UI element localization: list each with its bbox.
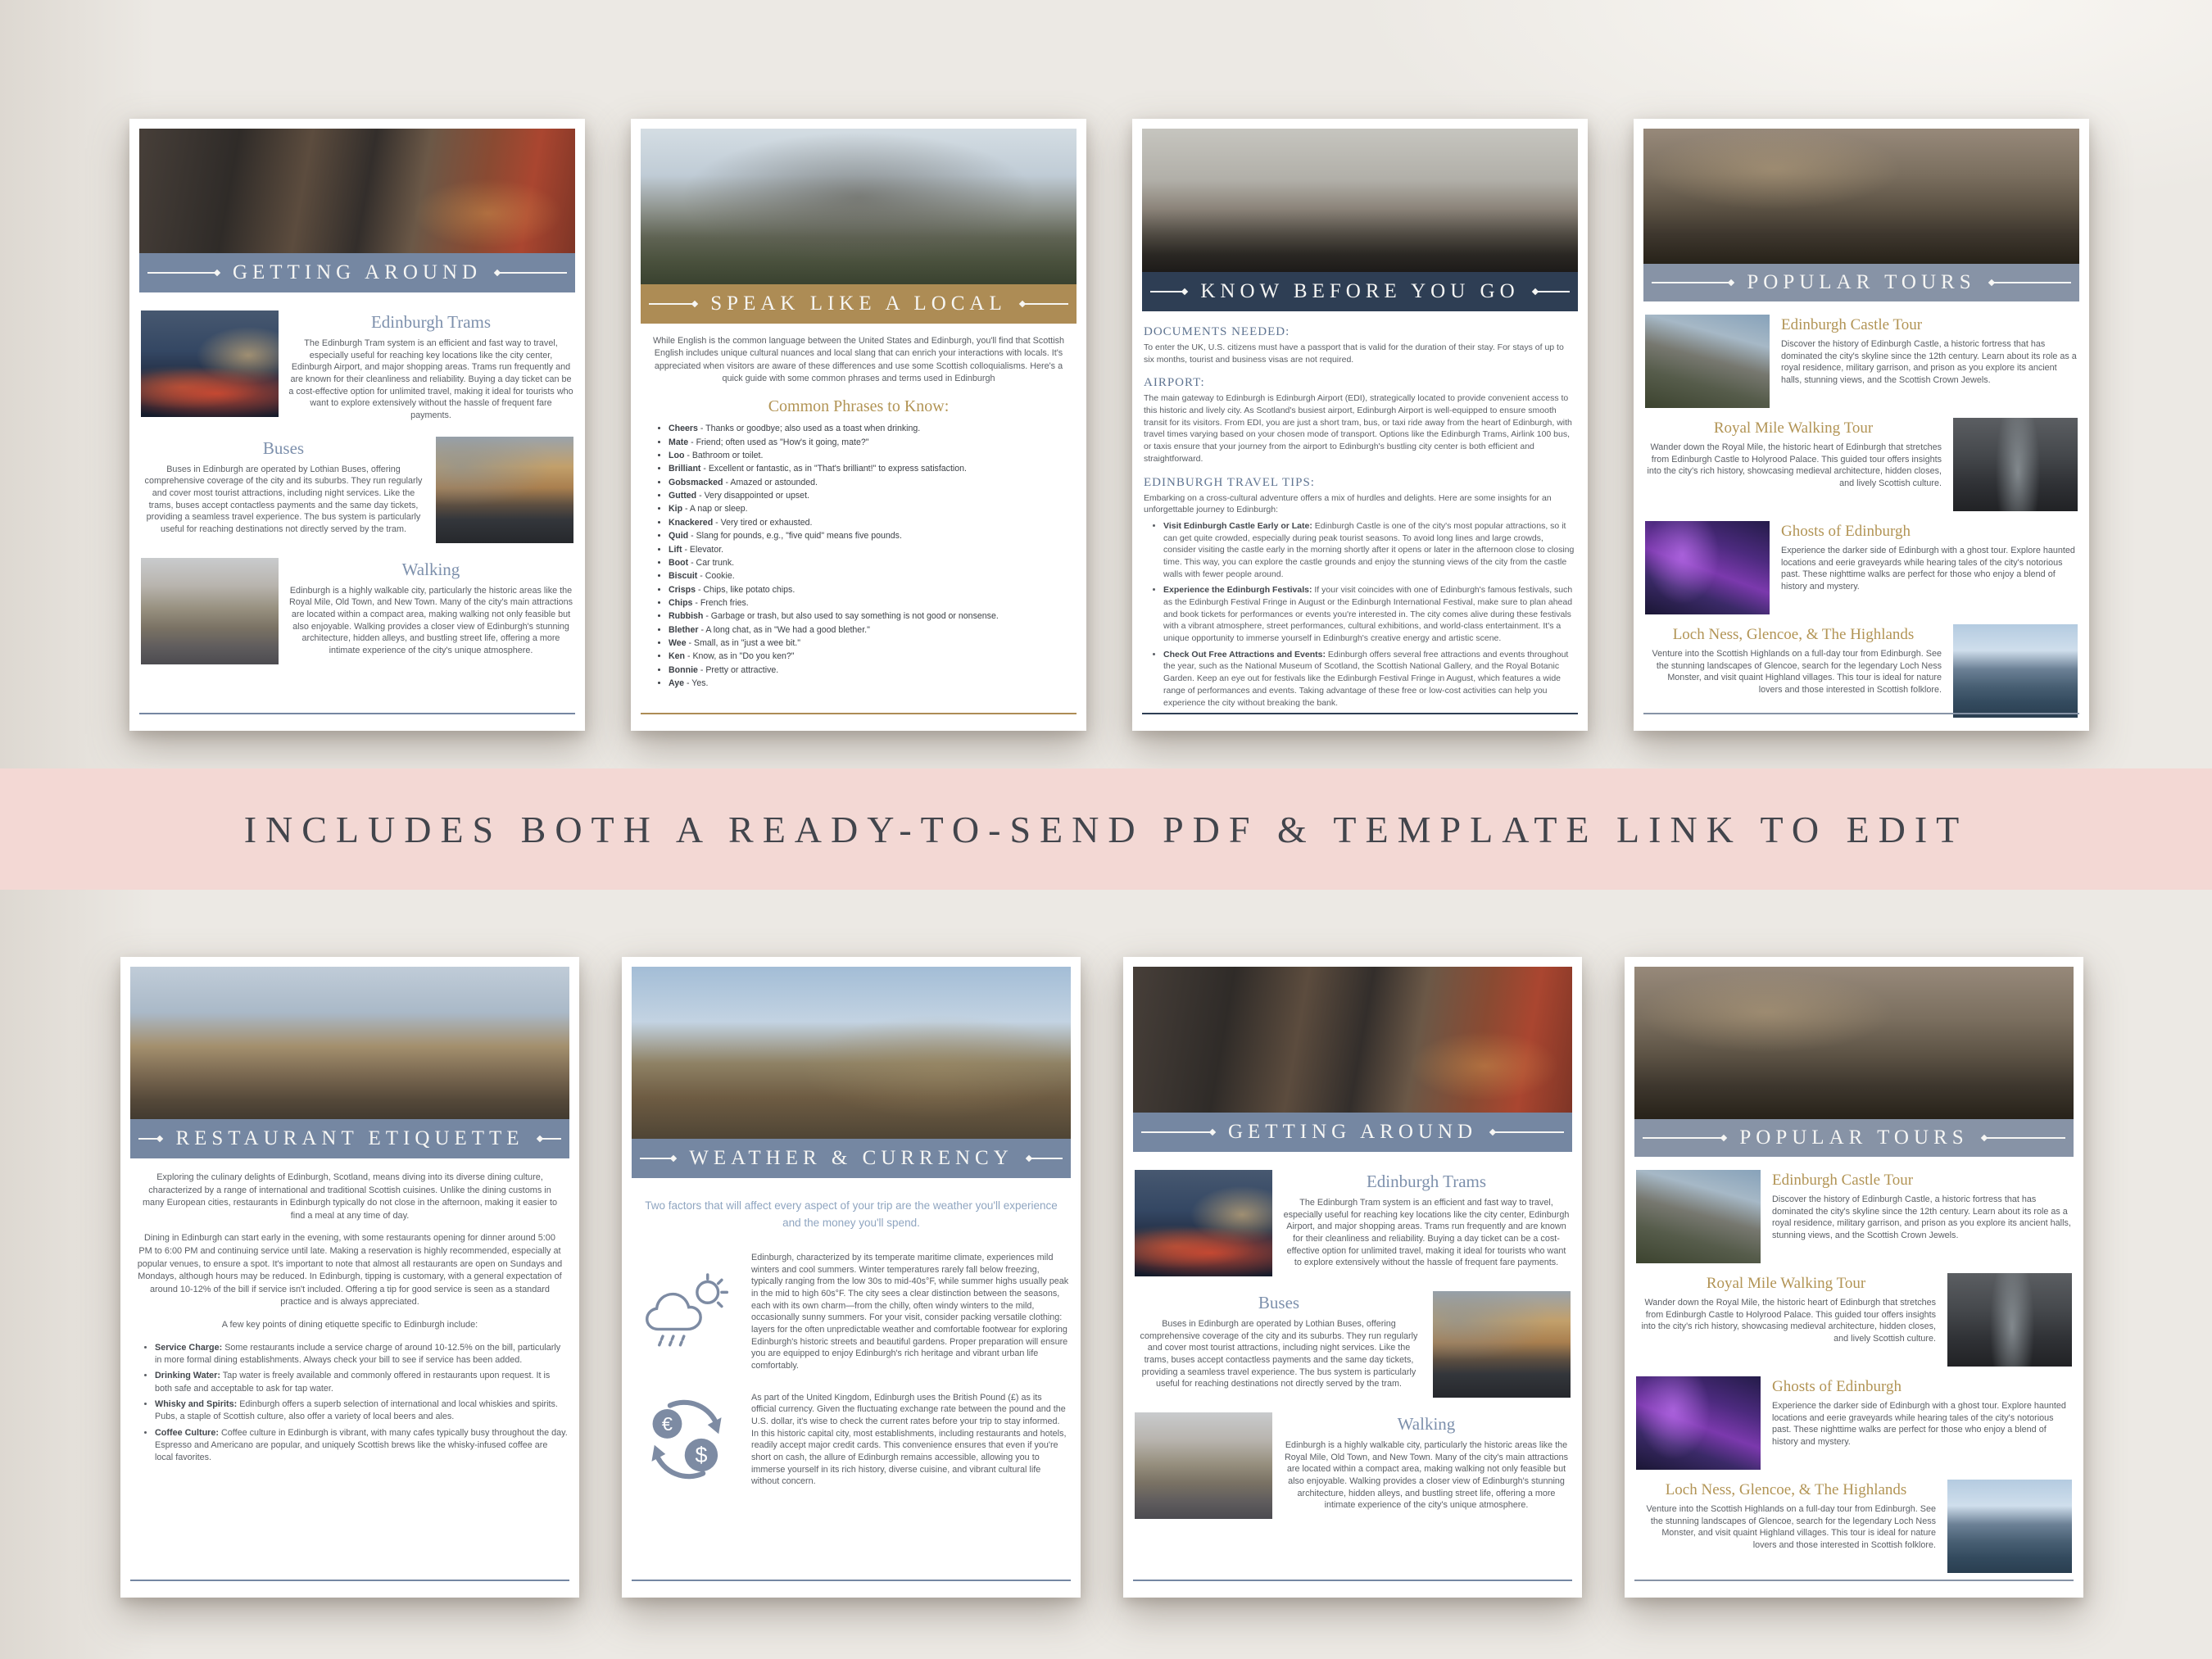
phrase-term: Knackered: [669, 517, 714, 528]
phrase-def: - Car trunk.: [691, 557, 735, 568]
popular-tours-title-band: [1634, 1119, 2074, 1157]
footer-rule: [130, 1580, 569, 1581]
phrase-def: - Bathroom or toilet.: [687, 451, 764, 461]
title-arrow-left-icon: [1141, 1130, 1215, 1135]
walking-section: [1135, 1412, 1571, 1519]
phrase-def: - Excellent or fantastic, as in "That's brilliant!" to express satisfaction.: [703, 464, 967, 474]
ghosts-body: Experience the darker side of Edinburgh with a ghost tour. Explore haunted locations and eerie graveyards while hearing tales of the city's notorious past. These nighttime walks are perfect for those who enjoy a blend of history and mystery.: [1781, 546, 2075, 592]
etiquette-item: [155, 1342, 568, 1367]
travel-tip-item: [1163, 584, 1576, 644]
phrase-def: - Very disappointed or upset.: [699, 491, 809, 501]
airport-body: The main gateway to Edinburgh is Edinburgh Airport (EDI), strategically located to provide convenient access to this historic and lively city. As Scotland's busiest airport, Edinburgh Airport is well-equipped to ensure smooth transit for its visitors. From EDI, you are just a short tram, bus, or taxi ride away from the heart of Edinburgh, with travel times varying based on your chosen mode of transport. Options like the Edinburgh Trams, Airlink 100 bus, or taxis ensure that your journey from the airport to Edinburgh's bustling city center is both efficient and straightforward.: [1144, 393, 1572, 464]
page-know-before-you-go: [1132, 119, 1588, 731]
page-title: SPEAK LIKE A LOCAL: [710, 292, 1007, 315]
royal-mile-section: [1636, 1273, 2072, 1367]
ghost-tour-photo: [1636, 1376, 1761, 1470]
trams-heading: Edinburgh Trams: [1366, 1172, 1487, 1191]
phrase-item: [669, 678, 1075, 690]
royal-mile-heading: Royal Mile Walking Tour: [1713, 419, 1874, 437]
tram-photo: [141, 310, 279, 417]
speak-local-intro: While English is the common language between the United States and Edinburgh, you'll find that Scottish English includes unique cultural nuances and local slang that can enrich your interactions with locals. It's appreciated when visitors are aware of these differences and use some Scottish colloquialisms. Here's a quick guide with some common phrases and terms used in Edinburgh: [652, 336, 1065, 383]
phrases-heading: Common Phrases to Know:: [768, 397, 950, 416]
phrase-item: [669, 597, 1075, 610]
weather-subtitle: Two factors that will affect every aspect of your trip are the weather you'll experience and the money you'll spend.: [645, 1199, 1058, 1229]
castle-tour-photo: [1636, 1170, 1761, 1263]
ghosts-heading: Ghosts of Edinburgh: [1781, 523, 1911, 540]
bottom-row: [120, 957, 2083, 1598]
castle-tour-heading: Edinburgh Castle Tour: [1772, 1172, 1914, 1189]
page-weather-currency: [622, 957, 1081, 1598]
trams-section: [1135, 1170, 1571, 1276]
page-title: WEATHER & CURRENCY: [689, 1147, 1013, 1169]
svg-text:$: $: [695, 1443, 708, 1468]
tip-body: Edinburgh offers several free attractions and events throughout the year, such as the National Museum of Scotland, the Scottish National Gallery, and the Royal Botanic Garden. Keep an eye out for festivals like the Edinburgh Festival Fringe in August, which features a wide range of performances and events. Taking advantage of these free or low-cost activities can help you experience the city without breaking the bank.: [1163, 649, 1569, 708]
etiquette-item: [155, 1427, 568, 1465]
title-arrow-left-icon: [640, 1156, 676, 1161]
dusk-skyline-photo: [1643, 129, 2079, 264]
title-arrow-right-icon: [537, 1136, 561, 1141]
getting-around-title-band: [1133, 1113, 1572, 1152]
popular-tours-content: [1643, 301, 2079, 721]
title-arrow-right-icon: [1989, 280, 2071, 285]
phrase-item: [669, 664, 1075, 677]
ghost-tour-photo: [1645, 521, 1770, 614]
phrase-item: [669, 463, 1075, 475]
phrase-def: - Slang for pounds, e.g., "five quid" means five pounds.: [691, 531, 902, 542]
buses-section: [1135, 1291, 1571, 1398]
buses-body: Buses in Edinburgh are operated by Lothian Buses, offering comprehensive coverage of the city and its suburbs. They run regularly and cover most tourist attractions, including night services. Like the trams, buses accept contactless payments and the same day tickets, providing a seamless travel experience. The bus system is particularly useful for reaching destinations not directly served by the tram.: [1140, 1319, 1418, 1389]
walking-section: [141, 558, 573, 664]
phrase-item: [669, 437, 1075, 449]
dusk-skyline-photo: [1634, 967, 2074, 1119]
footer-rule: [1643, 713, 2079, 714]
edinburgh-castle-photo: [641, 129, 1077, 284]
page-title: GETTING AROUND: [1227, 1121, 1478, 1143]
phrase-item: [669, 490, 1075, 502]
title-arrow-left-icon: [1150, 289, 1187, 294]
phrase-def: - Chips, like potato chips.: [697, 584, 796, 595]
page-title: KNOW BEFORE YOU GO: [1200, 280, 1520, 302]
walking-heading: Walking: [1397, 1414, 1456, 1434]
page-getting-around-copy: [1123, 957, 1582, 1598]
speak-local-title-band: [641, 284, 1077, 324]
phrase-def: - Know, as in "Do you ken?": [687, 651, 795, 662]
arthurs-seat-photo: [632, 967, 1071, 1139]
victoria-street-photo: [1133, 967, 1572, 1113]
edinburgh-skyline-photo: [1142, 129, 1578, 272]
castle-tour-photo: [1645, 315, 1770, 408]
page-title: RESTAURANT ETIQUETTE: [175, 1127, 524, 1149]
title-arrow-right-icon: [495, 270, 567, 275]
phrase-item: [669, 637, 1075, 650]
page-title: POPULAR TOURS: [1747, 271, 1976, 293]
tip-body: If your visit coincides with one of Edinburgh's famous festivals, such as the Edinburgh Festival Fringe in August or the Edinburgh International Festival, make sure to plan ahead and book tickets for performances or events you're interested in. The city comes alive during these festivals with a vibrant atmosphere, street performances, cultural exhibitions, and world-class entertainment. It's a unique opportunity to immerse yourself in Edinburgh's creative energy and artistic scene.: [1163, 585, 1573, 644]
weather-content: [632, 1178, 1071, 1588]
page-title: GETTING AROUND: [232, 261, 483, 283]
phrase-term: Gobsmacked: [669, 477, 723, 487]
castle-tour-body: Discover the history of Edinburgh Castle, a historic fortress that has dominated the city's skyline since the 12th century. Learn about its role as a royal residence, military garrison, and prison as you explore its ancient halls, stunning views, and the Scottish Crown Jewels.: [1781, 339, 2077, 386]
phrase-def: - Pretty or attractive.: [700, 664, 779, 675]
page-popular-tours-copy: [1625, 957, 2083, 1598]
castle-tour-heading: Edinburgh Castle Tour: [1781, 316, 1923, 333]
phrase-def: - A long chat, as in "We had a good blether.": [700, 624, 870, 635]
phrase-term: Lift: [669, 544, 682, 555]
phrase-term: Loo: [669, 451, 685, 461]
tram-photo: [1135, 1170, 1272, 1276]
ghosts-heading: Ghosts of Edinburgh: [1772, 1378, 1902, 1395]
phrase-item: [669, 557, 1075, 569]
etiquette-label: Drinking Water:: [155, 1371, 220, 1381]
loch-ness-heading: Loch Ness, Glencoe, & The Highlands: [1665, 1481, 1907, 1498]
phrase-item: [669, 450, 1075, 462]
page-title: POPULAR TOURS: [1739, 1126, 1969, 1149]
title-arrow-right-icon: [1027, 1156, 1063, 1161]
know-before-title-band: [1142, 272, 1578, 311]
dining-intro-paragraph: Exploring the culinary delights of Edinburgh, Scotland, means diving into its diverse dining culture, characterized by a range of international and traditional Scottish cuisines. Unlike the dining customs in many European cities, restaurants in Edinburgh typically do not close in the afternoon, making it easier to find a meal at any time of day.: [142, 1172, 558, 1221]
phrase-def: - Elevator.: [684, 544, 724, 555]
loch-ness-section: [1645, 624, 2078, 718]
documents-heading: DOCUMENTS NEEDED:: [1144, 325, 1290, 338]
phrase-item: [669, 650, 1075, 663]
documents-body: To enter the UK, U.S. citizens must have a passport that is valid for the duration of their stay. For stays of up to six months, tourist and business visas are not required.: [1144, 342, 1564, 365]
etiquette-body: Edinburgh offers a superb selection of international and local whiskies and spirits. Pubs, a staple of Scottish culture, also offer a variety of local beers and ales.: [155, 1398, 558, 1422]
etiquette-label: Whisky and Spirits:: [155, 1398, 238, 1409]
getting-around-content: [139, 292, 575, 721]
currency-body: As part of the United Kingdom, Edinburgh uses the British Pound (£) as its official currency. Given the fluctuating exchange rate between the pound and the U.S. dollar, it's wise to check the current rates before your trip to stay informed. In this historic capital city, most establishments, including restaurants and hotels, readily accept major credit cards. This convenience ensures that even if you're short on cash, the allure of Edinburgh remains accessible, allowing you to immerse yourself in its rich history, diverse cuisine, and vibrant cultural life without concern.: [751, 1392, 1067, 1487]
bus-photo: [1433, 1291, 1571, 1398]
phrase-term: Gutted: [669, 491, 697, 501]
etiquette-list: [132, 1342, 568, 1465]
tip-label: Experience the Edinburgh Festivals:: [1163, 585, 1312, 596]
phrase-term: Rubbish: [669, 611, 704, 622]
title-arrow-right-icon: [1533, 289, 1570, 294]
phrase-term: Biscuit: [669, 571, 698, 582]
footer-rule: [1142, 713, 1578, 714]
rain-cloud-sun-icon: [633, 1267, 740, 1356]
travel-tips-intro: Embarking on a cross-cultural adventure offers a mix of hurdles and delights. Here are some insights for an unforgettable journey to Edinburgh:: [1144, 492, 1552, 515]
phrase-term: Ken: [669, 651, 686, 662]
weather-title-band: [632, 1139, 1071, 1178]
ghosts-body: Experience the darker side of Edinburgh with a ghost tour. Explore haunted locations and eerie graveyards while hearing tales of the city's notorious past. These nighttime walks are perfect for those who enjoy a blend of history and mystery.: [1772, 1401, 2066, 1448]
footer-rule: [1634, 1580, 2074, 1581]
footer-rule: [641, 713, 1077, 714]
etiquette-body: Coffee culture in Edinburgh is vibrant, with many cafes typically busy throughout the day. Espresso and Americano are popular, and uniquely Scottish brews like the whisky-infused coffee are local favorites.: [155, 1427, 568, 1463]
phrase-def: - Thanks or goodbye; also used as a toast when drinking.: [700, 424, 921, 434]
know-before-content: [1142, 311, 1578, 721]
getting-around-content: [1133, 1152, 1572, 1588]
castle-tour-body: Discover the history of Edinburgh Castle, a historic fortress that has dominated the city's skyline since the 12th century. Learn about its role as a royal residence, military garrison, and prison as you explore its ancient halls, stunning views, and the Scottish Crown Jewels.: [1772, 1194, 2071, 1241]
phrase-item: [669, 503, 1075, 515]
trams-body: The Edinburgh Tram system is an efficient and fast way to travel, especially useful for reaching key locations like the city center, Edinburgh Airport, and major shopping areas. Trams run frequently and are known for their cleanliness and reliability. Buying a day ticket can be a cost-effective option for unlimited travel, making it ideal for tourists who want to explore extensively without the hassle of frequent fare payments.: [1283, 1198, 1570, 1268]
walking-body: Edinburgh is a highly walkable city, particularly the historic areas like the Royal Mile, Old Town, and New Town. Many of the city's main attractions are located within a compact area, making walking not only feasible but also enjoyable. Walking provides a closer view of Edinburgh's stunning architecture, hidden alleys, and bustling street life, offering a more intimate experience of the city's unique atmosphere.: [288, 585, 573, 656]
phrase-term: Blether: [669, 624, 699, 635]
loch-ness-section: [1636, 1480, 2072, 1573]
walking-body: Edinburgh is a highly walkable city, particularly the historic areas like the Royal Mile, Old Town, and New Town. Many of the city's main attractions are located within a compact area, making walking not only feasible but also enjoyable. Walking provides a closer view of Edinburgh's stunning architecture, hidden alleys, and bustling street life, offering a more intimate experience of the city's unique atmosphere.: [1284, 1440, 1569, 1511]
currency-exchange-icon: [633, 1394, 740, 1485]
phrase-term: Cheers: [669, 424, 698, 434]
page-getting-around: [129, 119, 585, 731]
dining-hours-paragraph: Dining in Edinburgh can start early in the evening, with some restaurants opening for dinner around 5:00 PM to 6:00 PM and continuing service until late. Making a reservation is highly recommended, especially at popular venues, to ensure a spot. It's important to note that almost all restaurants are open on Sundays and Mondays, although hours may be reduced. In Edinburgh, tipping is customary, with a general expectation of around 10-12% of the bill if service isn't included. Offering a tip for good service is seen as a standard practice and is always appreciated.: [137, 1233, 563, 1308]
footer-rule: [139, 713, 575, 714]
etiquette-lead-paragraph: A few key points of dining etiquette specific to Edinburgh include:: [221, 1319, 478, 1330]
title-arrow-left-icon: [138, 1136, 162, 1141]
promo-banner: [0, 768, 2212, 890]
phrases-list: [642, 423, 1075, 690]
etiquette-item: [155, 1398, 568, 1424]
title-arrow-left-icon: [1652, 280, 1734, 285]
ghosts-section: [1636, 1376, 2072, 1470]
phrase-def: - Yes.: [687, 678, 709, 689]
etiquette-body: Tap water is freely available and commonly offered in restaurants upon request. It is both safe and acceptable to ask for tap water.: [155, 1371, 551, 1394]
weather-body: Edinburgh, characterized by its temperate maritime climate, experiences mild winters and cool summers. Winter temperatures rarely fall below freezing, typically ranging from the low 30s to mid-40s°F, while summer highs usually peak in the mid to high 60s°F. The city sees a clear distinction between the seasons, each with its own charm—from the chilly, often windy winters to the mild, occasionally sunny summers. For your visit, consider packing versatile clothing: layers for the often unpredictable weather and comfortable footwear for exploring Edinburgh's historic streets and beautiful gardens. Proper preparation will ensure you are equipped to enjoy Edinburgh's rich heritage and vibrant urban life comfortably.: [751, 1252, 1069, 1371]
title-arrow-right-icon: [1490, 1130, 1564, 1135]
title-arrow-left-icon: [1643, 1135, 1726, 1140]
loch-ness-photo: [1953, 624, 2078, 718]
buses-heading: Buses: [1258, 1293, 1300, 1312]
loch-ness-heading: Loch Ness, Glencoe, & The Highlands: [1672, 626, 1915, 643]
walking-photo: [1135, 1412, 1272, 1519]
promo-banner-text: INCLUDES BOTH A READY-TO-SEND PDF & TEMPLATE LINK TO EDIT: [243, 808, 1969, 850]
phrase-def: - Very tired or exhausted.: [715, 517, 813, 528]
phrase-item: [669, 530, 1075, 542]
walking-photo: [141, 558, 279, 664]
phrase-def: - Garbage or trash, but also used to say something is not good or nonsense.: [705, 611, 999, 622]
royal-mile-photo: [1947, 1273, 2072, 1367]
phrase-term: Chips: [669, 597, 693, 608]
royal-mile-heading: Royal Mile Walking Tour: [1706, 1275, 1866, 1292]
title-arrow-left-icon: [147, 270, 220, 275]
phrase-item: [669, 477, 1075, 489]
royal-mile-section: [1645, 418, 2078, 511]
etiquette-body: Some restaurants include a service charge of around 10-12.5% on the bill, particularly in more formal dining establishments. Always check your bill to see if service has been added.: [155, 1342, 561, 1365]
trams-body: The Edinburgh Tram system is an efficient and fast way to travel, especially useful for reaching key locations like the city center, Edinburgh Airport, and major shopping areas. Trams run frequently and are known for their cleanliness and reliability. Buying a day ticket can be a cost-effective option for unlimited travel, making it ideal for tourists who want to explore extensively without the hassle of frequent fare payments.: [288, 338, 573, 421]
tip-label: Check Out Free Attractions and Events:: [1163, 649, 1326, 660]
phrase-item: [669, 570, 1075, 582]
royal-mile-body: Wander down the Royal Mile, the historic heart of Edinburgh that stretches from Edinburgh Castle to Holyrood Palace. This guided tour offers insights into the city's rich history, showcasing medieval architecture, hidden closes, and lively Scottish culture.: [1641, 1298, 1936, 1344]
walking-heading: Walking: [401, 559, 460, 579]
buses-body: Buses in Edinburgh are operated by Lothian Buses, offering comprehensive coverage of the city and its suburbs. They run regularly and cover most tourist attractions, including night services. Like the trams, buses accept contactless payments and the same day tickets, providing a seamless travel experience. The bus system is particularly useful for reaching destinations not directly served by the tram.: [144, 464, 423, 535]
buses-section: [141, 437, 573, 543]
top-row: [129, 119, 2089, 731]
restaurant-content: [130, 1158, 569, 1588]
etiquette-item: [155, 1370, 568, 1395]
castle-tour-section: [1645, 315, 2078, 408]
footer-rule: [1133, 1580, 1572, 1581]
royal-mile-body: Wander down the Royal Mile, the historic heart of Edinburgh that stretches from Edinburgh Castle to Holyrood Palace. This guided tour offers insights into the city's rich history, showcasing medieval architecture, hidden closes, and lively Scottish culture.: [1647, 442, 1942, 489]
title-arrow-left-icon: [649, 301, 697, 306]
page-restaurant-etiquette: [120, 957, 579, 1598]
etiquette-label: Service Charge:: [155, 1342, 223, 1353]
travel-tips-heading: EDINBURGH TRAVEL TIPS:: [1144, 475, 1315, 489]
tip-body: Edinburgh Castle is one of the city's most popular attractions, so it can get quite crowded, especially during peak tourist seasons. To avoid long lines and large crowds, consider visiting the castle early in the morning shortly after it opens or later in the afternoon close to closing time. This way, you can explore the castle grounds and enjoy the stunning views of the city from the castle walls with fewer people around.: [1163, 520, 1575, 579]
title-arrow-right-icon: [1020, 301, 1068, 306]
victoria-street-photo: [139, 129, 575, 253]
phrase-term: Mate: [669, 437, 689, 447]
phrase-item: [669, 624, 1075, 637]
phrase-term: Aye: [669, 678, 685, 689]
page-speak-like-a-local: [631, 119, 1086, 731]
travel-tips-list: [1144, 520, 1576, 709]
phrase-item: [669, 584, 1075, 596]
etiquette-label: Coffee Culture:: [155, 1427, 219, 1438]
phrase-item: [669, 544, 1075, 556]
weather-section: [633, 1252, 1069, 1372]
airport-heading: AIRPORT:: [1144, 376, 1205, 390]
phrase-def: - A nap or sleep.: [685, 504, 748, 514]
title-arrow-right-icon: [1982, 1135, 2065, 1140]
footer-rule: [632, 1580, 1071, 1581]
phrase-term: Kip: [669, 504, 683, 514]
phrase-term: Brilliant: [669, 464, 701, 474]
phrase-term: Quid: [669, 531, 689, 542]
phrase-term: Bonnie: [669, 664, 698, 675]
city-street-panorama-photo: [130, 967, 569, 1119]
trams-section: [141, 310, 573, 422]
phrase-term: Wee: [669, 638, 687, 649]
phrase-item: [669, 423, 1075, 435]
loch-ness-body: Venture into the Scottish Highlands on a full-day tour from Edinburgh. See the stunning landscapes of Glencoe, search for the legendary Loch Ness Monster, and visit quaint Highland villages. This tour is ideal for nature lovers and those interested in Scottish folklore.: [1652, 649, 1942, 696]
travel-tip-item: [1163, 520, 1576, 580]
phrase-def: - Cookie.: [700, 571, 735, 582]
popular-tours-title-band: [1643, 264, 2079, 301]
tip-label: Visit Edinburgh Castle Early or Late:: [1163, 520, 1312, 531]
restaurant-title-band: [130, 1119, 569, 1158]
buses-heading: Buses: [262, 437, 305, 458]
popular-tours-content: [1634, 1157, 2074, 1588]
ghosts-section: [1645, 521, 2078, 614]
getting-around-title-band: [139, 253, 575, 292]
svg-text:€: €: [661, 1413, 673, 1435]
royal-mile-photo: [1953, 418, 2078, 511]
speak-local-content: [641, 324, 1077, 721]
phrase-item: [669, 517, 1075, 529]
phrase-term: Crisps: [669, 584, 696, 595]
currency-section: [633, 1392, 1069, 1488]
castle-tour-section: [1636, 1170, 2072, 1263]
loch-ness-body: Venture into the Scottish Highlands on a full-day tour from Edinburgh. See the stunning landscapes of Glencoe, search for the legendary Loch Ness Monster, and visit quaint Highland villages. This tour is ideal for nature lovers and those interested in Scottish folklore.: [1646, 1504, 1936, 1551]
travel-tip-item: [1163, 649, 1576, 709]
phrase-def: - Friend; often used as "How's it going, mate?": [691, 437, 869, 447]
loch-ness-photo: [1947, 1480, 2072, 1573]
trams-heading: Edinburgh Trams: [370, 312, 492, 332]
phrase-def: - French fries.: [695, 597, 749, 608]
page-popular-tours: [1634, 119, 2089, 731]
bus-photo: [436, 437, 573, 543]
phrase-def: - Small, as in "just a wee bit.": [688, 638, 801, 649]
phrase-item: [669, 610, 1075, 623]
phrase-def: - Amazed or astounded.: [725, 477, 818, 487]
phrase-term: Boot: [669, 557, 689, 568]
